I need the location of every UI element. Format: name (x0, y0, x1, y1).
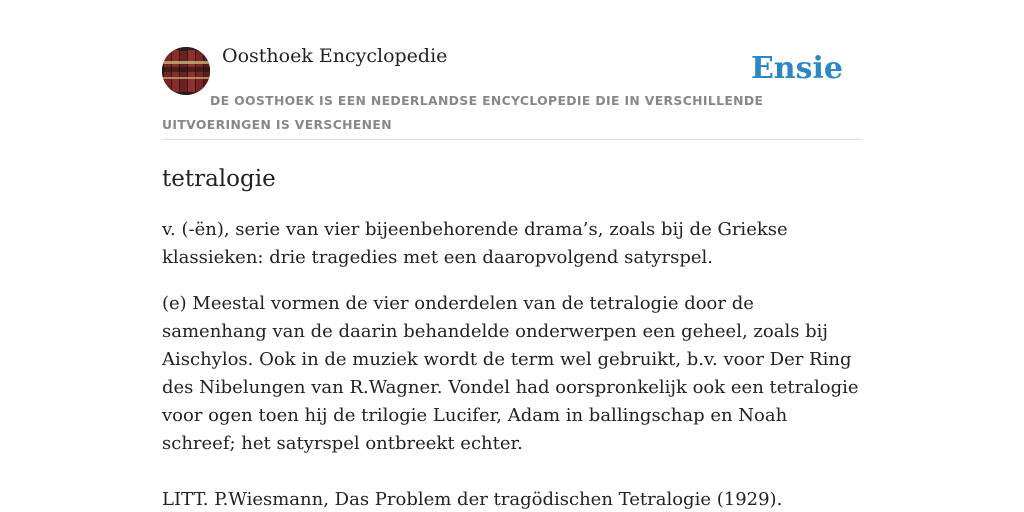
entry-content (162, 140, 862, 512)
entry-definition: v. (-ën), serie van vier bijeenbehorende drama’s, zoals bij de Griekse klassieken: drie tragedies met een daaropvolgend satyrspel. (162, 219, 788, 268)
entry-title: tetralogie (162, 166, 276, 192)
entry-literature: LITT. P.Wiesmann, Das Problem der tragödischen Tetralogie (1929). (162, 489, 783, 510)
entry-body (162, 216, 862, 512)
page (162, 0, 862, 512)
brand-logo-link[interactable]: Ensie (750, 51, 843, 86)
site-tagline: DE OOSTHOEK IS EEN NEDERLANDSE ENCYCLOPEDIE DIE IN VERSCHILLENDE UITVOERINGEN IS VERSCHENEN (162, 93, 764, 132)
site-title[interactable]: Oosthoek Encyclopedie (222, 45, 448, 67)
encyclopedia-books-icon[interactable] (162, 47, 210, 95)
entry-explanation: (e) Meestal vormen de vier onderdelen van de tetralogie door de samenhang van de daarin behandelde onderwerpen een geheel, zoals bij Aischylos. Ook in de muziek wordt de term wel gebruikt, b.v. voor Der Ring des Nibelungen van R.Wagner. Vondel had oorspronkelijk ook een tetralogie voor ogen toen hij de trilogie Lucifer, Adam in ballingschap en Noah schreef; het satyrspel ontbreekt echter. (162, 293, 859, 454)
site-header (162, 0, 862, 140)
